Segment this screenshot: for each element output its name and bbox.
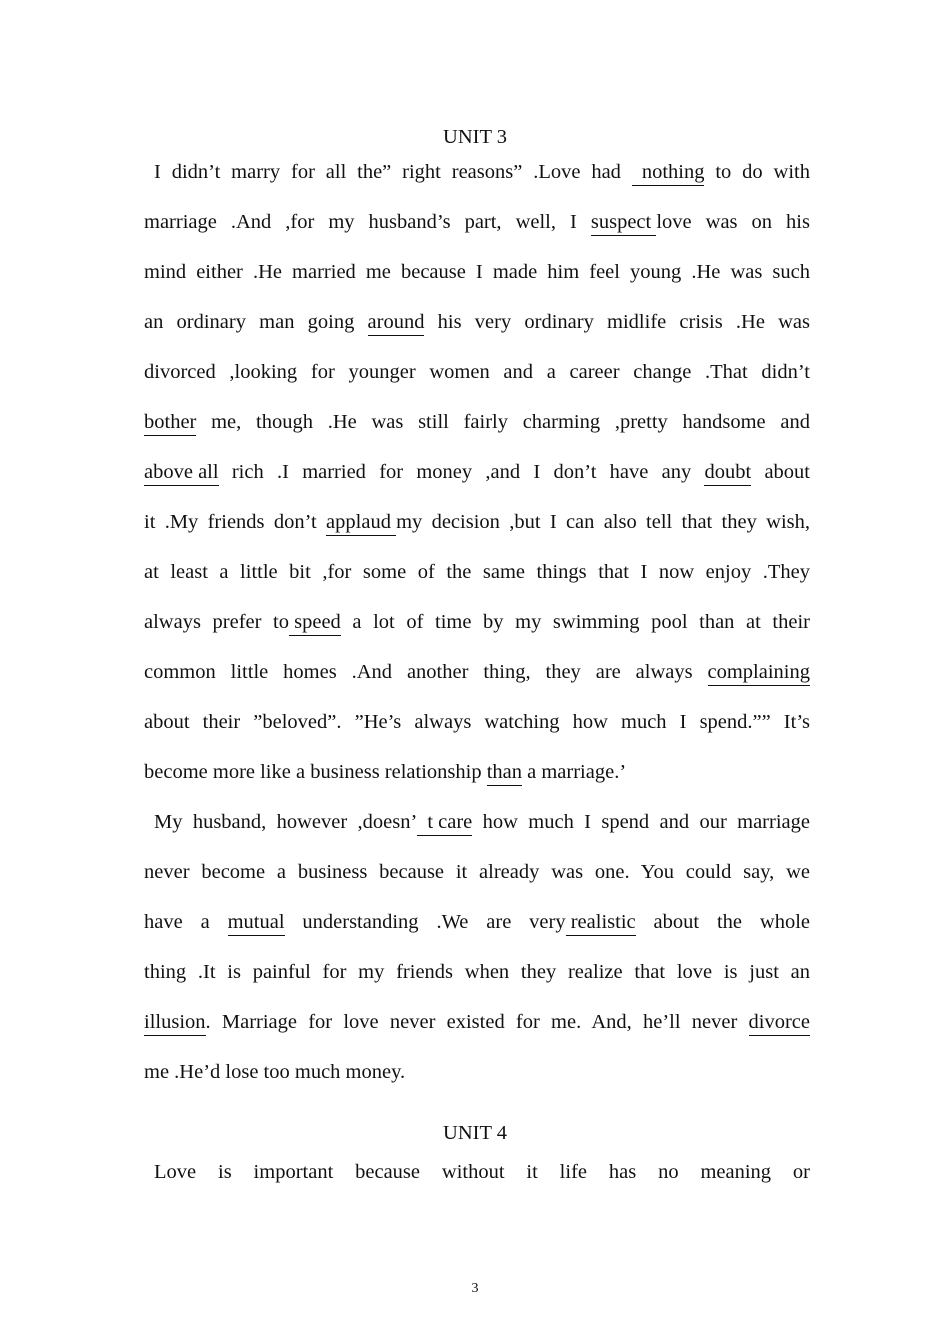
- text-line: [144, 357, 810, 387]
- text-segment: thing .It is painful for my friends when they realize that love is just an: [144, 961, 810, 983]
- text-line: [144, 807, 810, 837]
- underlined-word: realistic: [566, 911, 636, 936]
- text-segment: common little homes .And another thing, they are always: [144, 661, 708, 683]
- text-segment: My husband, however ,doesn’: [154, 811, 418, 833]
- text-segment: me .He’d lose too much money.: [144, 1061, 406, 1083]
- text-line: [144, 407, 810, 437]
- text-segment: about their ”beloved”. ”He’s always watching how much I spend.”” It’s: [144, 711, 810, 733]
- underlined-word: divorce: [749, 1011, 810, 1036]
- text-segment: become more like a business relationship: [144, 761, 487, 783]
- text-segment: how much I spend and our marriage: [472, 811, 810, 833]
- text-line: [144, 257, 810, 287]
- text-line: [144, 857, 810, 887]
- text-line: [144, 607, 810, 637]
- text-line: [144, 157, 810, 187]
- text-line: [144, 457, 810, 487]
- underlined-word: illusion: [144, 1011, 206, 1036]
- text-line: [144, 757, 810, 787]
- text-segment: divorced ,looking for younger women and a career change .That didn’t: [144, 361, 810, 383]
- underlined-word: nothing: [632, 161, 705, 186]
- underlined-word: bother: [144, 411, 196, 436]
- text-line: [144, 507, 810, 537]
- underlined-word: around: [368, 311, 425, 336]
- text-segment: to do with: [704, 161, 810, 183]
- text-line: [144, 907, 810, 937]
- underlined-word: above all: [144, 461, 219, 486]
- unit-4-heading: UNIT 4: [443, 1122, 507, 1144]
- text-segment: his very ordinary midlife crisis .He was: [424, 311, 810, 333]
- underlined-word: doubt: [704, 461, 751, 486]
- text-line: [144, 307, 810, 337]
- underlined-word: complaining: [708, 661, 810, 686]
- underlined-word: speed: [289, 611, 341, 636]
- text-segment: a marriage.’: [522, 761, 627, 783]
- text-line: [144, 1007, 810, 1037]
- text-segment: an ordinary man going: [144, 311, 368, 333]
- text-segment: always prefer to: [144, 611, 289, 633]
- text-segment: have a: [144, 911, 228, 933]
- text-segment: . Marriage for love never existed for me. And, he’ll never: [205, 1011, 749, 1033]
- text-segment: mind either .He married me because I made him feel young .He was such: [144, 261, 810, 283]
- text-line: [144, 1157, 810, 1187]
- underlined-word: suspect: [591, 211, 656, 236]
- text-segment: a lot of time by my swimming pool than at their: [340, 611, 810, 633]
- text-segment: about: [751, 461, 810, 483]
- text-segment: my decision ,but I can also tell that they wish,: [396, 511, 811, 533]
- unit-3-heading: UNIT 3: [443, 126, 507, 148]
- text-segment: love was on his: [656, 211, 810, 233]
- page-number: 3: [471, 1281, 479, 1296]
- text-segment: me, though .He was still fairly charming ,pretty handsome and: [196, 411, 810, 433]
- text-segment: rich .I married for money ,and I don’t have any: [218, 461, 705, 483]
- text-segment: I didn’t marry for all the” right reasons” .Love had: [154, 161, 632, 183]
- text-segment: never become a business because it already was one. You could say, we: [144, 861, 810, 883]
- text-segment: about the whole: [635, 911, 810, 933]
- underlined-word: mutual: [228, 911, 285, 936]
- underlined-word: t care: [417, 811, 472, 836]
- text-line: [144, 207, 810, 237]
- text-line: [144, 707, 810, 737]
- text-segment: understanding .We are very: [284, 911, 566, 933]
- text-segment: marriage .And ,for my husband’s part, well, I: [144, 211, 591, 233]
- underlined-word: applaud: [326, 511, 396, 536]
- text-segment: it .My friends don’t: [144, 511, 327, 533]
- underlined-word: than: [487, 761, 522, 786]
- text-line: [144, 957, 810, 987]
- text-line: [144, 1057, 810, 1087]
- text-segment: Love is important because without it life has no meaning or: [154, 1161, 810, 1183]
- text-line: [144, 557, 810, 587]
- text-segment: at least a little bit ,for some of the same things that I now enjoy .They: [144, 561, 810, 583]
- text-line: [144, 657, 810, 687]
